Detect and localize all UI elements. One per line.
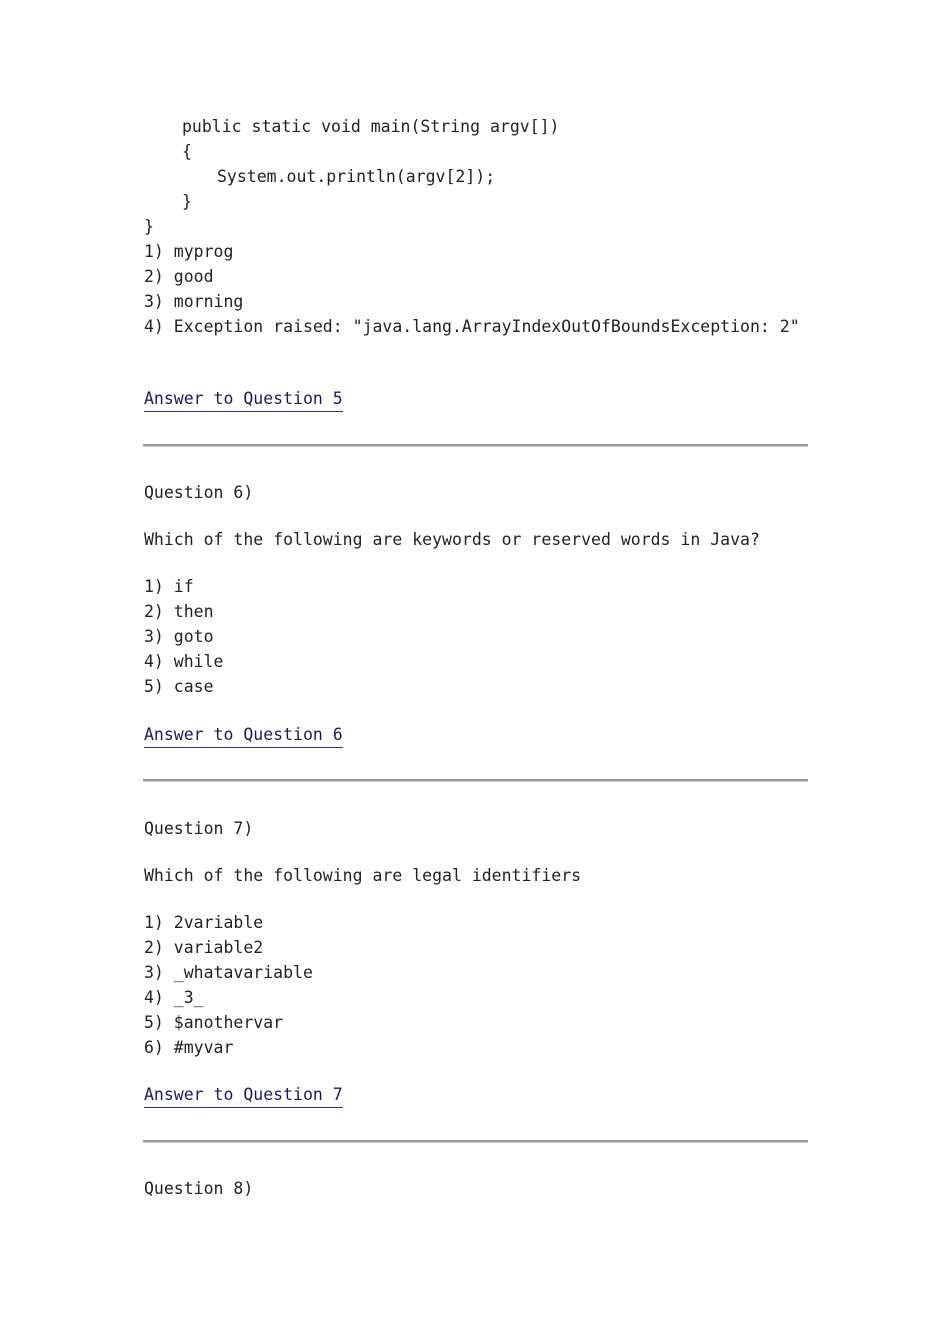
q7-option-5: 5) $anothervar bbox=[144, 1013, 284, 1032]
code-open-brace: { bbox=[182, 142, 192, 161]
q6-prompt: Which of the following are keywords or reserved words in Java? bbox=[144, 530, 760, 549]
answer-link-q5[interactable]: Answer to Question 5 bbox=[144, 386, 343, 412]
q7-option-2: 2) variable2 bbox=[144, 938, 264, 957]
section-divider bbox=[143, 1140, 808, 1143]
q6-title: Question 6) bbox=[144, 483, 254, 502]
q6-option-4: 4) while bbox=[144, 652, 224, 671]
q8-title: Question 8) bbox=[144, 1179, 254, 1198]
q7-option-3: 3) _whatavariable bbox=[144, 963, 313, 982]
q5-option-4: 4) Exception raised: "java.lang.ArrayIndexOutOfBoundsException: 2" bbox=[144, 317, 800, 336]
code-print-statement: System.out.println(argv[2]); bbox=[217, 167, 496, 186]
q6-option-5: 5) case bbox=[144, 677, 214, 696]
q5-option-2: 2) good bbox=[144, 267, 214, 286]
q6-option-2: 2) then bbox=[144, 602, 214, 621]
q5-option-1: 1) myprog bbox=[144, 242, 234, 261]
section-divider bbox=[143, 444, 808, 447]
code-close-brace-outer: } bbox=[144, 217, 154, 236]
code-close-brace-inner: } bbox=[182, 192, 192, 211]
q7-title: Question 7) bbox=[144, 819, 254, 838]
q7-option-4: 4) _3_ bbox=[144, 988, 204, 1007]
q6-option-1: 1) if bbox=[144, 577, 194, 596]
q5-option-3: 3) morning bbox=[144, 292, 244, 311]
answer-link-q6[interactable]: Answer to Question 6 bbox=[144, 722, 343, 748]
section-divider bbox=[143, 779, 808, 782]
answer-link-q7[interactable]: Answer to Question 7 bbox=[144, 1082, 343, 1108]
q7-option-1: 1) 2variable bbox=[144, 913, 264, 932]
q6-option-3: 3) goto bbox=[144, 627, 214, 646]
q7-option-6: 6) #myvar bbox=[144, 1038, 234, 1057]
code-main-signature: public static void main(String argv[]) bbox=[182, 117, 560, 136]
q7-prompt: Which of the following are legal identifiers bbox=[144, 866, 582, 885]
